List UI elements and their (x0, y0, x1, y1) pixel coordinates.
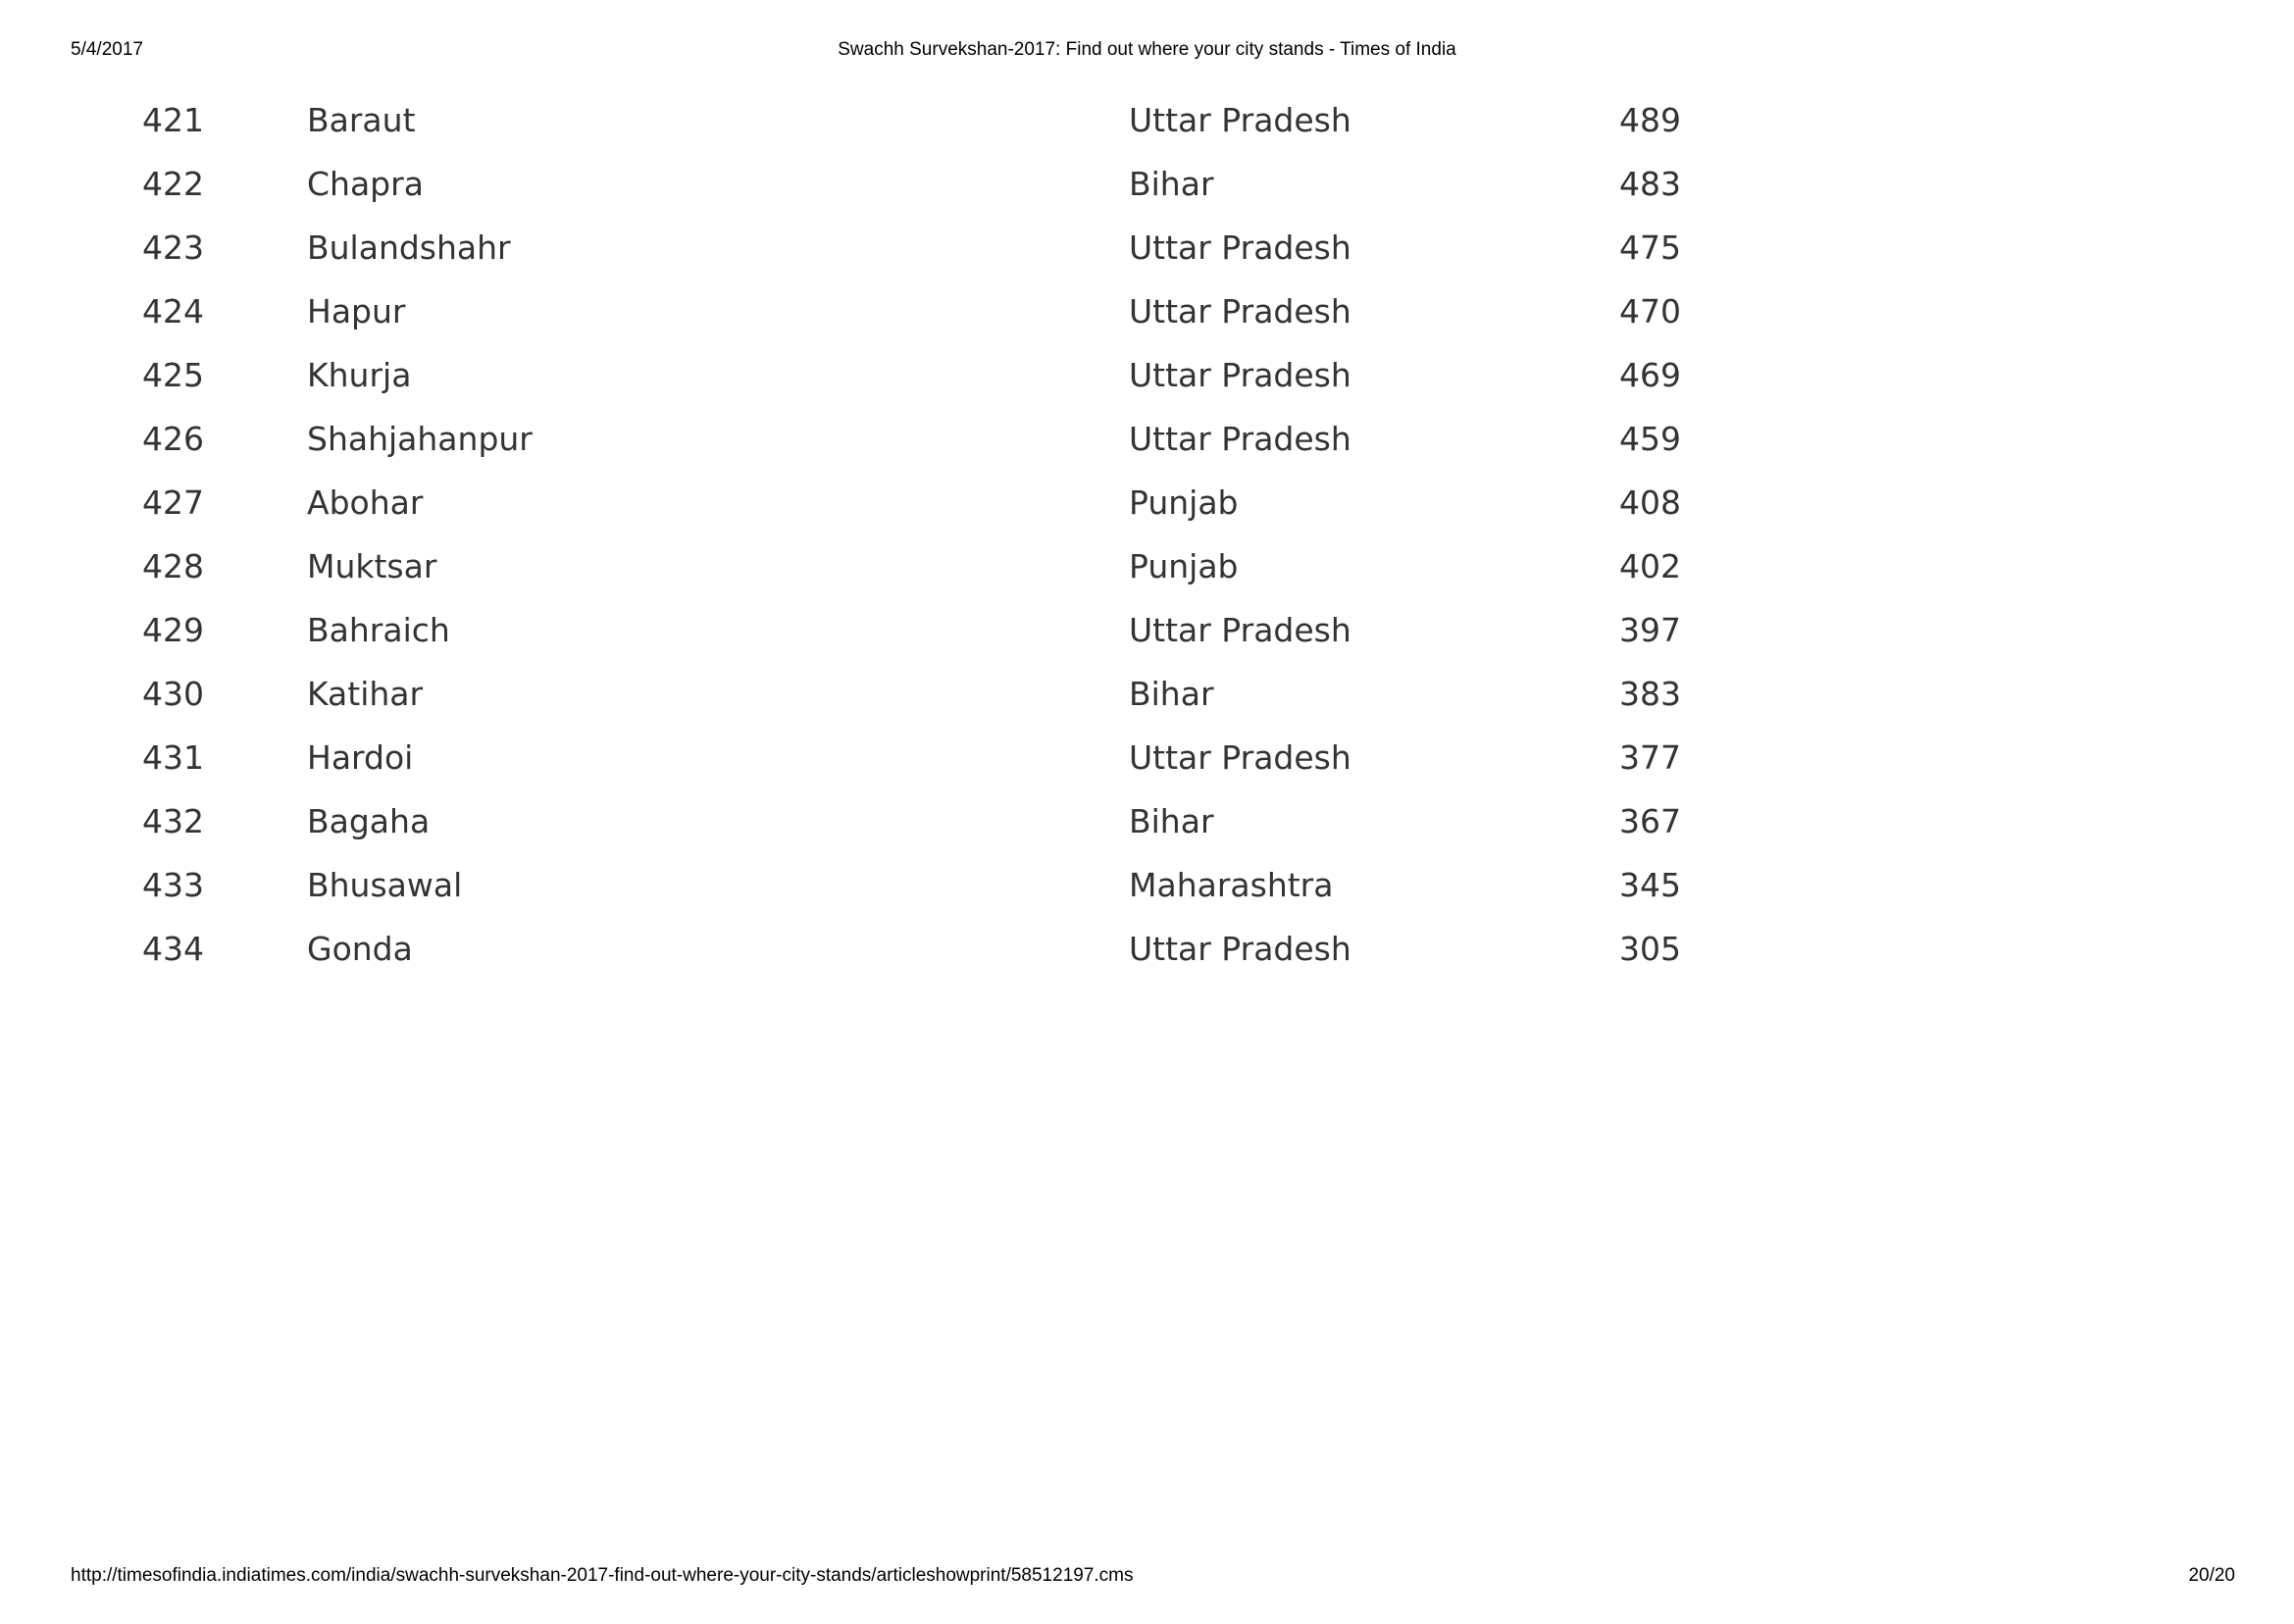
table-row (0, 917, 1815, 981)
state-cell: Bihar (1129, 802, 1214, 840)
city-cell: Muktsar (307, 547, 437, 585)
score-cell: 367 (1619, 802, 1681, 840)
print-footer (0, 1565, 2294, 1595)
ranking-table (0, 88, 1815, 981)
rank-cell: 429 (142, 611, 204, 649)
page-number: 20/20 (2188, 1565, 2235, 1586)
score-cell: 383 (1619, 675, 1681, 713)
state-cell: Uttar Pradesh (1129, 930, 1351, 968)
rank-cell: 432 (142, 802, 204, 840)
rank-cell: 421 (142, 101, 204, 139)
score-cell: 345 (1619, 866, 1681, 904)
city-cell: Khurja (307, 356, 412, 394)
print-date: 5/4/2017 (71, 39, 143, 60)
state-cell: Uttar Pradesh (1129, 611, 1351, 649)
table-row (0, 789, 1815, 853)
table-row (0, 216, 1815, 279)
table-row (0, 853, 1815, 917)
city-cell: Bahraich (307, 611, 450, 649)
table-row (0, 343, 1815, 407)
city-cell: Chapra (307, 165, 424, 203)
city-cell: Bulandshahr (307, 228, 511, 267)
city-cell: Gonda (307, 930, 413, 968)
rank-cell: 431 (142, 738, 204, 777)
score-cell: 489 (1619, 101, 1681, 139)
table-row (0, 662, 1815, 726)
state-cell: Maharashtra (1129, 866, 1334, 904)
print-header (0, 39, 2294, 69)
rank-cell: 426 (142, 420, 204, 458)
table-row (0, 598, 1815, 662)
state-cell: Uttar Pradesh (1129, 101, 1351, 139)
rank-cell: 433 (142, 866, 204, 904)
rank-cell: 427 (142, 483, 204, 522)
city-cell: Bagaha (307, 802, 431, 840)
table-row (0, 407, 1815, 471)
state-cell: Uttar Pradesh (1129, 356, 1351, 394)
state-cell: Bihar (1129, 675, 1214, 713)
state-cell: Uttar Pradesh (1129, 420, 1351, 458)
rank-cell: 430 (142, 675, 204, 713)
score-cell: 397 (1619, 611, 1681, 649)
page-title: Swachh Survekshan-2017: Find out where your city stands - Times of India (838, 39, 1456, 60)
rank-cell: 428 (142, 547, 204, 585)
state-cell: Uttar Pradesh (1129, 738, 1351, 777)
table-row (0, 152, 1815, 216)
table-row (0, 279, 1815, 343)
rank-cell: 434 (142, 930, 204, 968)
rank-cell: 424 (142, 292, 204, 330)
state-cell: Uttar Pradesh (1129, 292, 1351, 330)
score-cell: 470 (1619, 292, 1681, 330)
state-cell: Uttar Pradesh (1129, 228, 1351, 267)
score-cell: 483 (1619, 165, 1681, 203)
city-cell: Katihar (307, 675, 424, 713)
score-cell: 377 (1619, 738, 1681, 777)
table-row (0, 534, 1815, 598)
table-row (0, 726, 1815, 789)
rank-cell: 422 (142, 165, 204, 203)
rank-cell: 423 (142, 228, 204, 267)
city-cell: Shahjahanpur (307, 420, 533, 458)
city-cell: Hardoi (307, 738, 414, 777)
score-cell: 408 (1619, 483, 1681, 522)
score-cell: 459 (1619, 420, 1681, 458)
article-url: http://timesofindia.indiatimes.com/india/swachh-survekshan-2017-find-out-where-your-city-stands/articleshowprint/58512197.cms (71, 1565, 1134, 1586)
table-row (0, 88, 1815, 152)
city-cell: Baraut (307, 101, 416, 139)
score-cell: 402 (1619, 547, 1681, 585)
score-cell: 305 (1619, 930, 1681, 968)
table-row (0, 471, 1815, 534)
ranking-table-body (0, 88, 1815, 981)
rank-cell: 425 (142, 356, 204, 394)
city-cell: Hapur (307, 292, 406, 330)
state-cell: Punjab (1129, 483, 1239, 522)
score-cell: 475 (1619, 228, 1681, 267)
city-cell: Bhusawal (307, 866, 463, 904)
city-cell: Abohar (307, 483, 424, 522)
state-cell: Bihar (1129, 165, 1214, 203)
state-cell: Punjab (1129, 547, 1239, 585)
score-cell: 469 (1619, 356, 1681, 394)
